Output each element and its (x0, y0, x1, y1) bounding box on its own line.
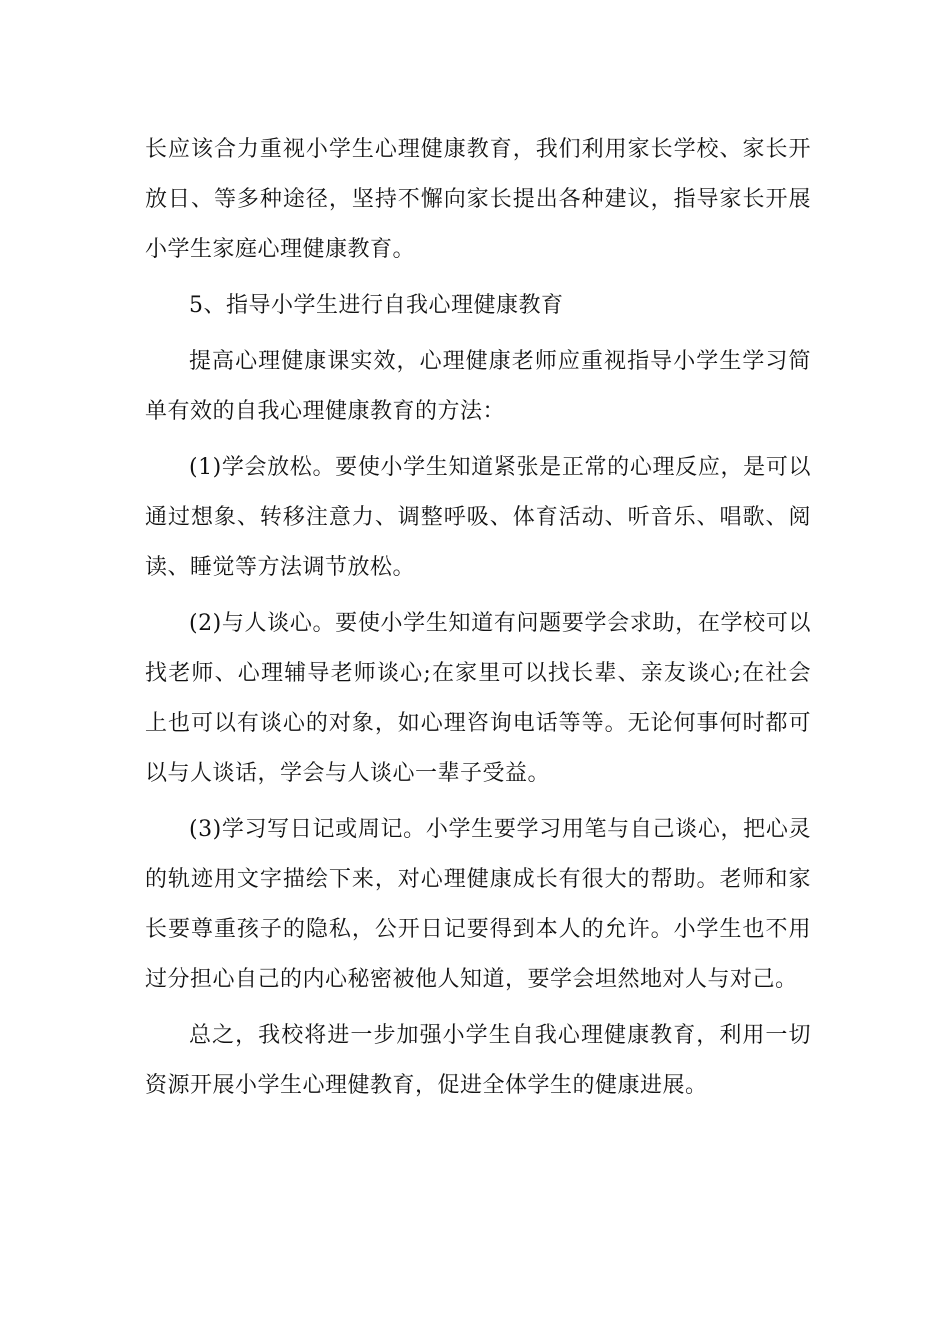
list-item-talk: (2)与人谈心。要使小学生知道有问题要学会求助，在学校可以找老师、心理辅导老师谈心;在家里可以找长辈、亲友谈心;在社会上也可以有谈心的对象，如心理咨询电话等等。无论何事何时都可以与人谈话，学会与人谈心一辈子受益。 (145, 611, 811, 786)
list-item-diary: (3)学习写日记或周记。小学生要学习用笔与自己谈心，把心灵的轨迹用文字描绘下来，对心理健康成长有很大的帮助。老师和家长要尊重孩子的隐私，公开日记要得到本人的允许。小学生也不用过分担心自己的内心秘密被他人知道，要学会坦然地对人与对己。 (145, 817, 811, 992)
document-body (145, 125, 811, 1117)
list-item-relax: (1)学会放松。要使小学生知道紧张是正常的心理反应，是可以通过想象、转移注意力、调整呼吸、体育活动、听音乐、唱歌、阅读、睡觉等方法调节放松。 (145, 455, 811, 580)
section-heading-5: 5、指导小学生进行自我心理健康教育 (189, 293, 564, 318)
paragraph-conclusion: 总之，我校将进一步加强小学生自我心理健康教育，利用一切资源开展小学生心理健教育，促进全体学生的健康进展。 (145, 1023, 811, 1098)
paragraph-continuation: 长应该合力重视小学生心理健康教育，我们利用家长学校、家长开放日、等多种途径，坚持不懈向家长提出各种建议，指导家长开展小学生家庭心理健康教育。 (145, 137, 811, 262)
paragraph-intro: 提高心理健康课实效，心理健康老师应重视指导小学生学习简单有效的自我心理健康教育的方法： (145, 349, 811, 424)
